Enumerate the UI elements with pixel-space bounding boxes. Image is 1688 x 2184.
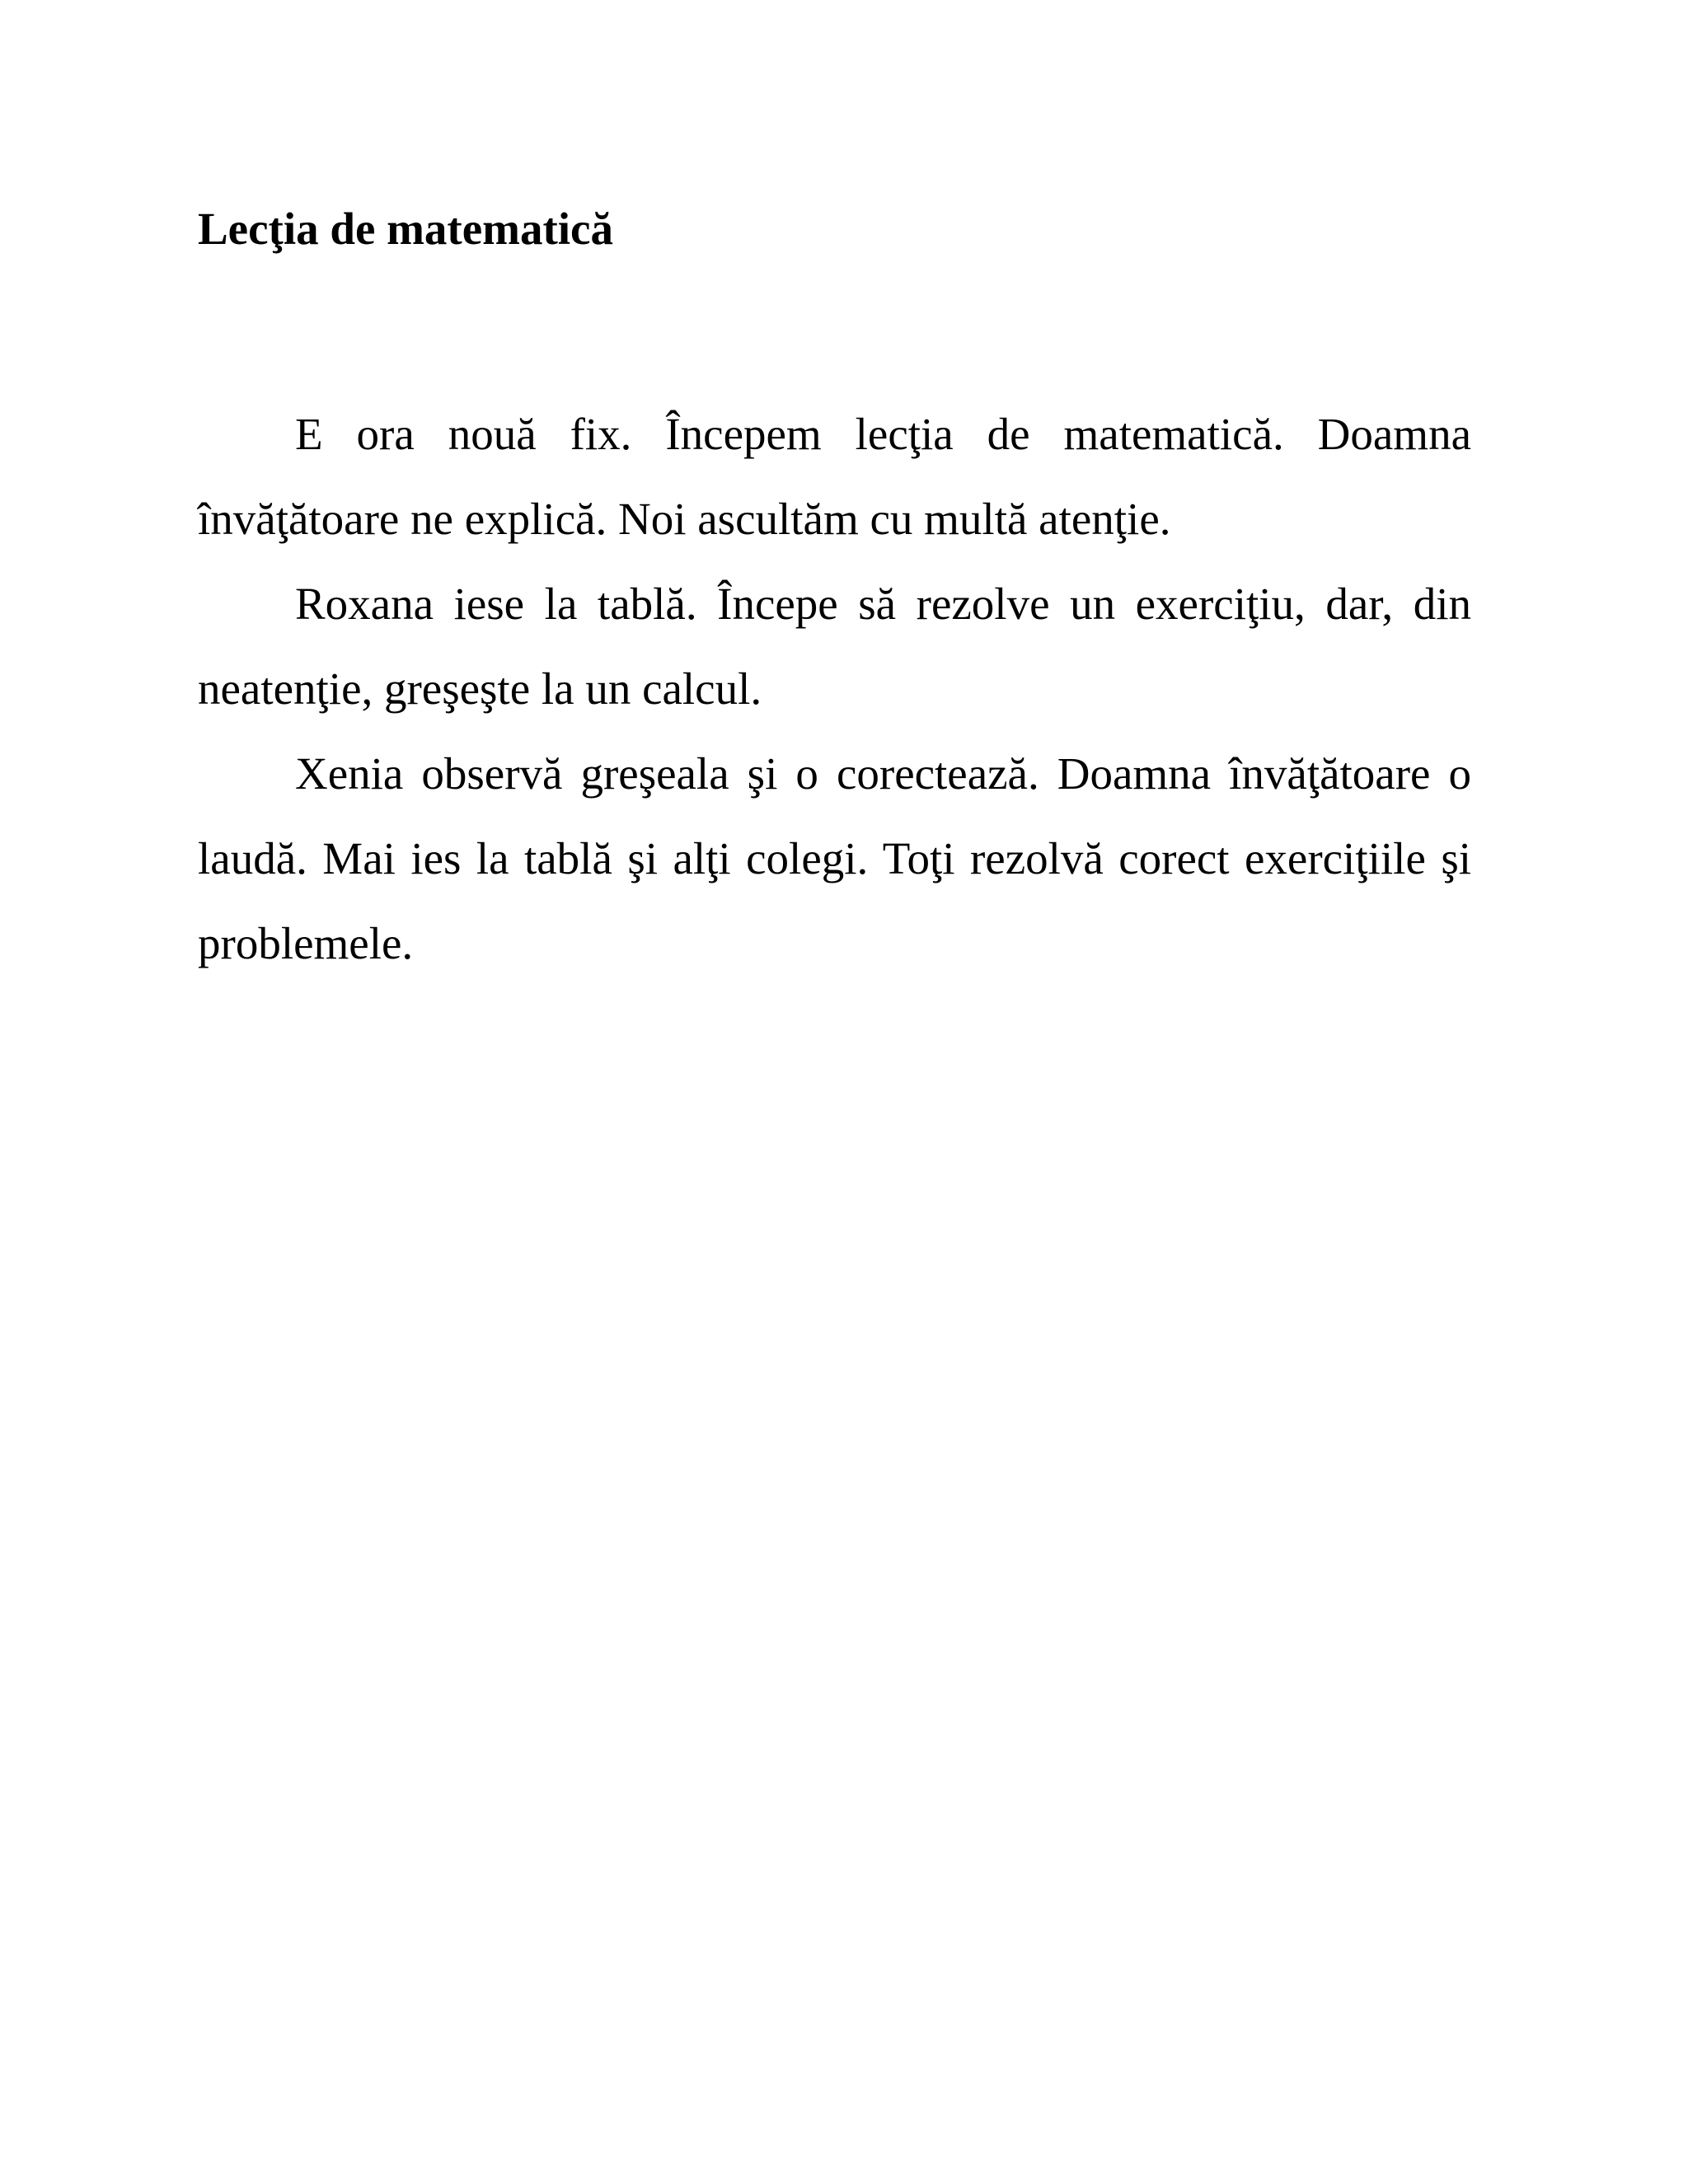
paragraph-2: Roxana iese la tablă. Începe să rezolve un exerciţiu, dar, din neatenţie, greşeşte la un calcul. xyxy=(198,579,1471,714)
document-title: Lecţia de matematică xyxy=(198,204,613,254)
paragraph-1: E ora nouă fix. Începem lecţia de matematică. Doamna învăţătoare ne explică. Noi ascultăm cu multă atenţie. xyxy=(198,409,1471,544)
paragraph-3: Xenia observă greşeala şi o corectează. Doamna învăţătoare o laudă. Mai ies la tablă şi alţi colegi. Toţi rezolvă corect exerciţiile şi problemele. xyxy=(198,748,1471,968)
document-body xyxy=(198,391,1471,986)
